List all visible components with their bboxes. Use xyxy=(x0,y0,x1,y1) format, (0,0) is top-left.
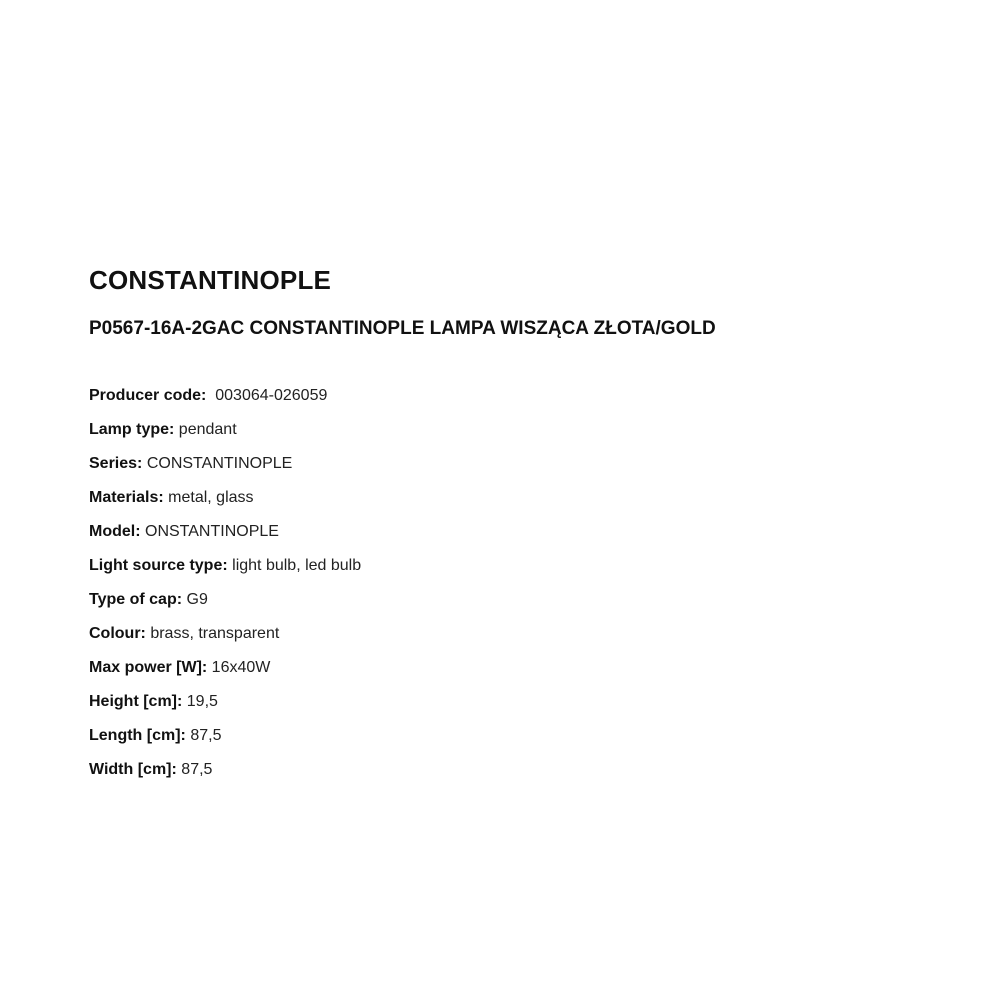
spec-label: Width [cm]: xyxy=(89,761,177,778)
spec-row-max-power xyxy=(89,658,969,692)
spec-value: 87,5 xyxy=(190,727,222,744)
spec-value: CONSTANTINOPLE xyxy=(146,455,293,472)
spec-label: Series: xyxy=(89,455,143,472)
spec-label: Height [cm]: xyxy=(89,693,183,710)
spec-label: Length [cm]: xyxy=(89,727,186,744)
spec-value: 87,5 xyxy=(181,761,213,778)
spec-list xyxy=(89,386,969,794)
spec-row-light-source-type xyxy=(89,556,969,590)
product-sheet xyxy=(89,264,969,794)
spec-value: 003064-026059 xyxy=(215,387,328,404)
spec-row-lamp-type xyxy=(89,420,969,454)
spec-row-type-of-cap xyxy=(89,590,969,624)
product-title: CONSTANTINOPLE xyxy=(89,265,332,295)
spec-value: brass, transparent xyxy=(150,625,280,642)
spec-row-length xyxy=(89,726,969,760)
spec-row-producer-code xyxy=(89,386,969,420)
spec-label: Materials: xyxy=(89,489,164,506)
spec-value: 16x40W xyxy=(211,659,271,676)
spec-label: Model: xyxy=(89,523,141,540)
spec-value: G9 xyxy=(186,591,208,608)
spec-row-model xyxy=(89,522,969,556)
spec-label: Colour: xyxy=(89,625,146,642)
spec-row-colour xyxy=(89,624,969,658)
spec-value: ONSTANTINOPLE xyxy=(145,523,279,540)
spec-value: 19,5 xyxy=(186,693,218,710)
spec-row-width xyxy=(89,760,969,794)
spec-label: Lamp type: xyxy=(89,421,175,438)
spec-row-materials xyxy=(89,488,969,522)
spec-label: Light source type: xyxy=(89,557,228,574)
spec-row-series xyxy=(89,454,969,488)
spec-label: Producer code: xyxy=(89,387,207,404)
product-subtitle: P0567-16A-2GAC CONSTANTINOPLE LAMPA WISZĄCA ZŁOTA/GOLD xyxy=(89,318,716,339)
spec-label: Max power [W]: xyxy=(89,659,208,676)
spec-row-height xyxy=(89,692,969,726)
spec-value: pendant xyxy=(178,421,237,438)
spec-value: metal, glass xyxy=(168,489,254,506)
spec-value: light bulb, led bulb xyxy=(232,557,362,574)
spec-label: Type of cap: xyxy=(89,591,183,608)
